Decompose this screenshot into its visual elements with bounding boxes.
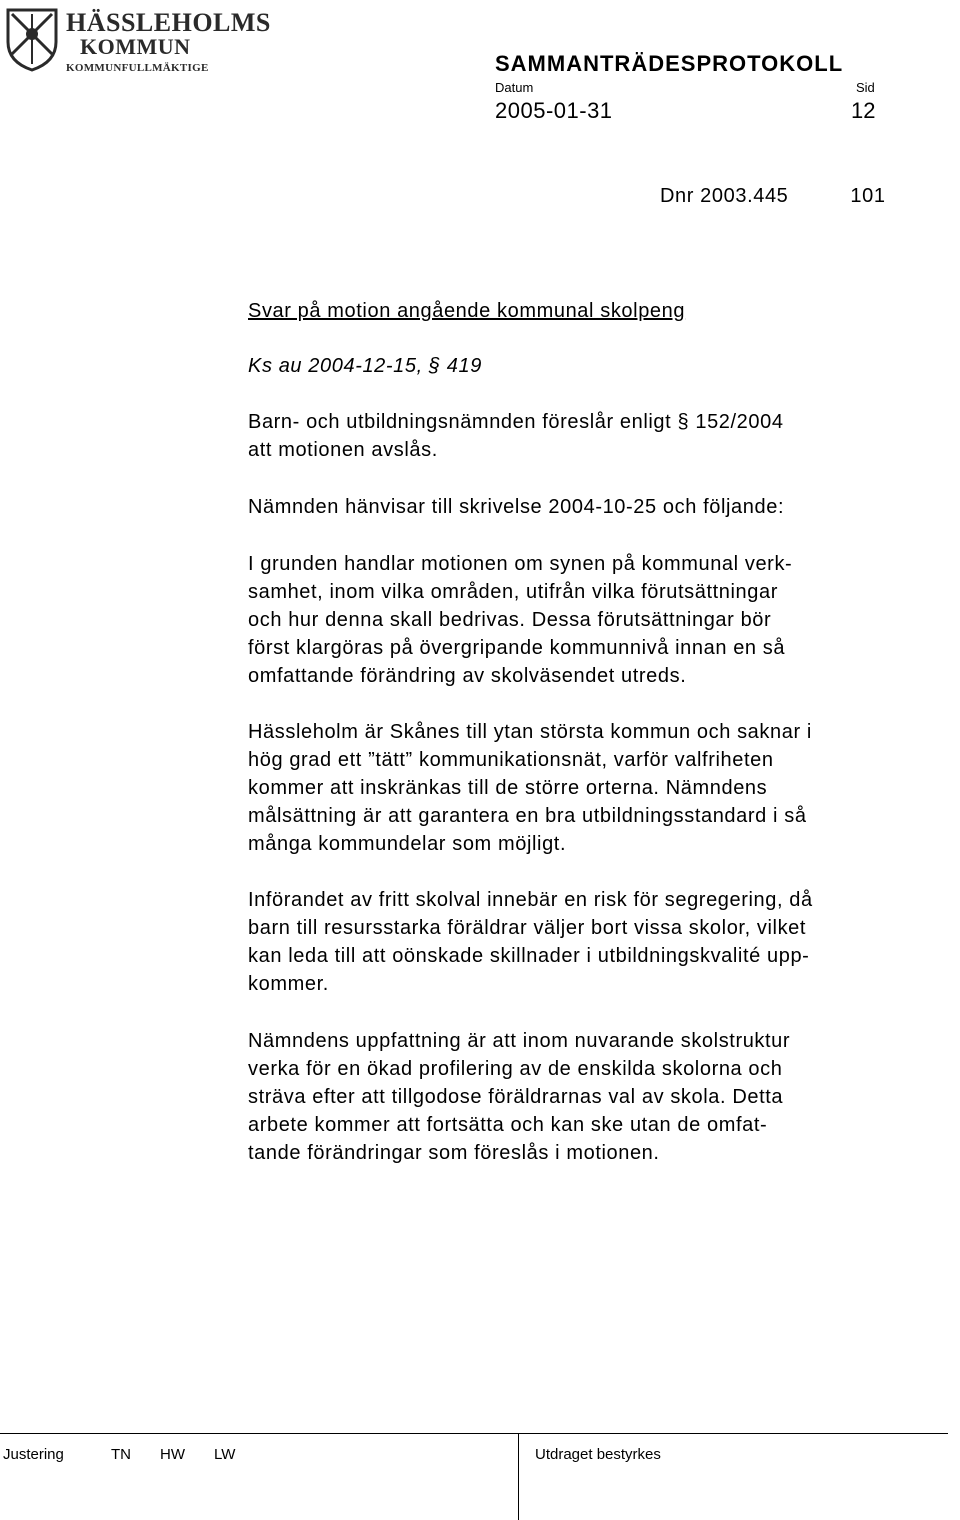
paragraph-geography: Hässleholm är Skånes till ytan största kommun och saknar i hög grad ett ”tätt” kommunikationsnät, varför valfriheten kommer att inskränkas till de större orterna. Nämndens målsättning är att garantera en bra utbildningsstandard i så många kommundelar som möjligt.: [248, 721, 812, 855]
date-label: Datum: [495, 80, 534, 95]
reference-line: Ks au 2004-12-15, § 419: [248, 355, 482, 377]
dnr-text: Dnr 2003.445: [660, 185, 789, 207]
logo-subtitle: KOMMUN: [80, 34, 191, 59]
paragraph-number: 101: [850, 185, 886, 207]
certification-label: Utdraget bestyrkes: [535, 1446, 661, 1463]
coat-of-arms-icon: [4, 6, 60, 72]
document-title: Svar på motion angående kommunal skolpeng: [248, 300, 686, 322]
footer-divider-line: [0, 1433, 948, 1434]
paragraph-conclusion: Nämndens uppfattning är att inom nuvarande skolstruktur verka för en ökad profilering av de enskilda skolorna och sträva efter att tillgodose föräldrarnas val av skola. Detta arbete kommer att fortsätta och kan ske utan de omfat- tande förändringar som föreslås i motionen.: [248, 1030, 791, 1164]
signatory-initials: HW: [160, 1446, 185, 1463]
signatory-initials: LW: [214, 1446, 236, 1463]
paragraph-reference: Nämnden hänvisar till skrivelse 2004-10-25 och följande:: [248, 496, 785, 518]
logo-title: HÄSSLEHOLMS: [66, 8, 271, 37]
justering-label: Justering: [3, 1446, 64, 1463]
paragraph-basis: I grunden handlar motionen om synen på kommunal verk- samhet, inom vilka områden, utifrån vilka förutsättningar och hur denna skall bedrivas. Dessa förutsättningar bör först klargöras på övergripande kommunnivå innan en så omfattande förändring av skolväsendet utreds.: [248, 553, 793, 687]
paragraph-segregation: Införandet av fritt skolval innebär en risk för segregering, då barn till resursstarka föräldrar väljer bort vissa skolor, vilket kan leda till att oönskade skillnader i utbildningskvalité upp- kommer.: [248, 889, 813, 995]
proposal-text: Barn- och utbildningsnämnden föreslår enligt § 152/2004 att motionen avslås.: [248, 411, 784, 461]
date-value: 2005-01-31: [495, 98, 613, 123]
municipality-logo: [0, 0, 271, 80]
case-number: [660, 185, 886, 208]
logo-department: KOMMUNFULLMÄKTIGE: [66, 62, 209, 74]
footer-vertical-divider: [518, 1433, 519, 1520]
signatory-initials: TN: [111, 1446, 131, 1463]
page-number: 12: [851, 98, 876, 123]
page-label: Sid: [856, 80, 875, 95]
document-type: SAMMANTRÄDESPROTOKOLL: [495, 51, 844, 76]
